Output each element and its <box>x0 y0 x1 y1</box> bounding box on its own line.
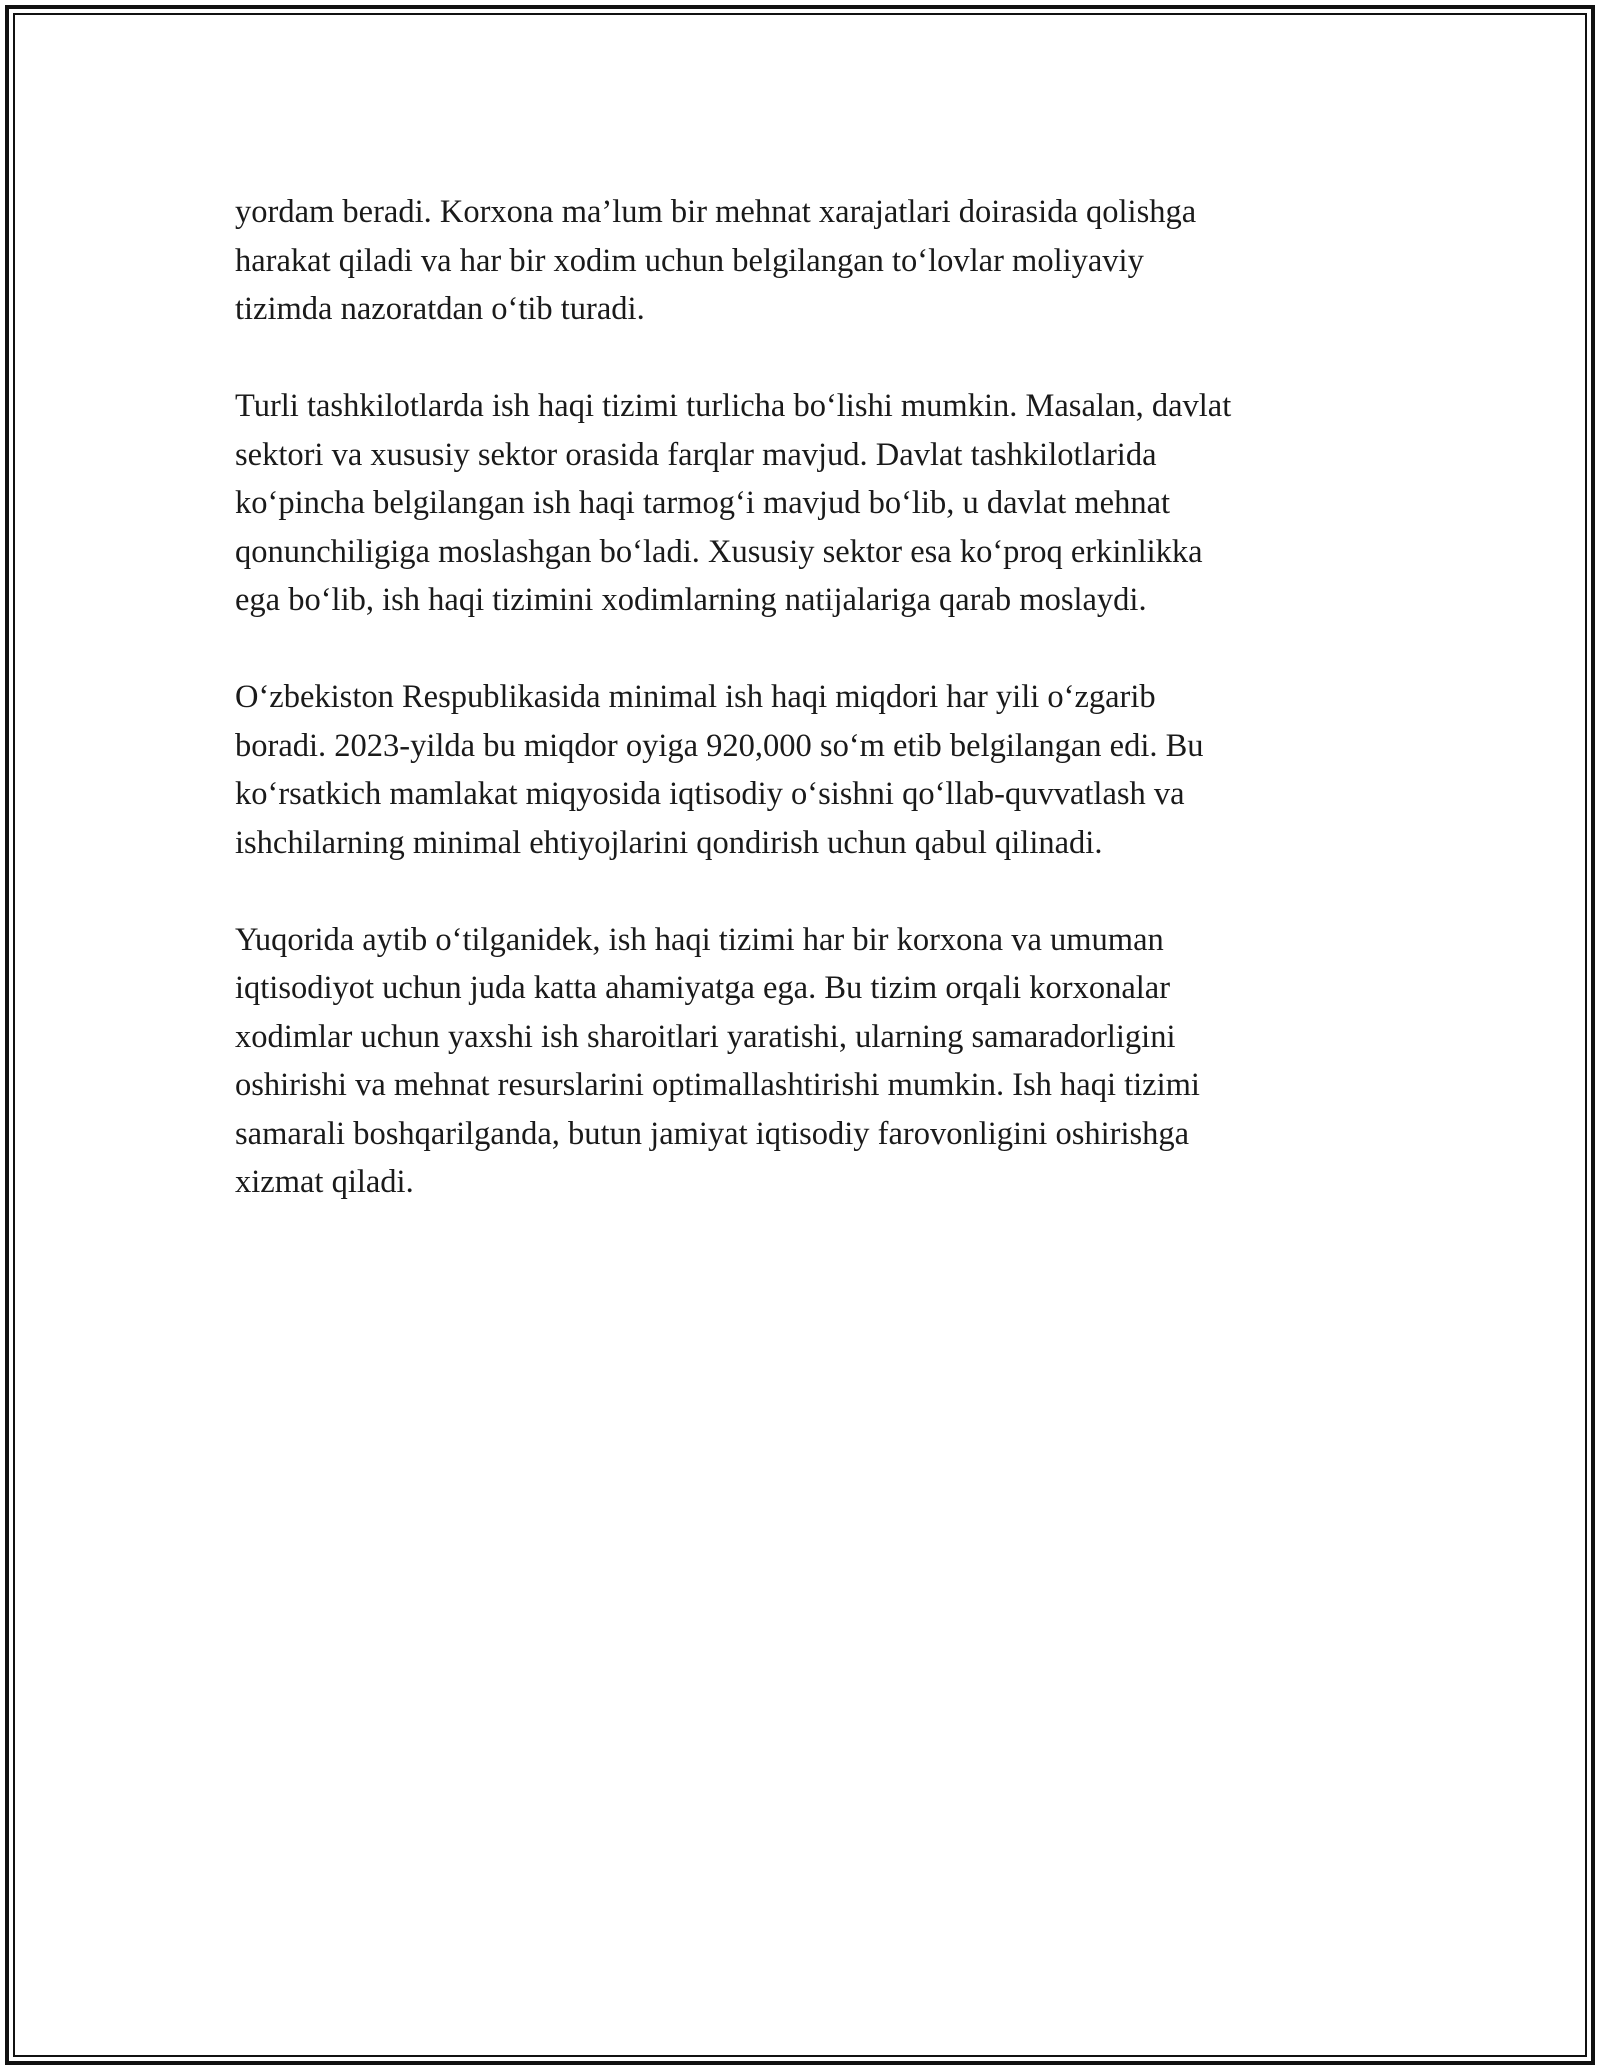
text-line: ko‘rsatkich mamlakat miqyosida iqtisodiy o‘sishni qo‘llab-quvvatlash va <box>235 776 1185 812</box>
text-line: harakat qiladi va har bir xodim uchun belgilangan to‘lovlar moliyaviy <box>235 242 1144 279</box>
paragraph-4 <box>235 916 1375 1207</box>
text-line: Turli tashkilotlarda ish haqi tizimi turlicha bo‘lishi mumkin. Masalan, davlat <box>235 388 1232 424</box>
paragraph-3 <box>235 673 1375 867</box>
text-line: ishchilarning minimal ehtiyojlarini qondirish uchun qabul qilinadi. <box>235 824 1103 861</box>
text-line: qonunchiligiga moslashgan bo‘ladi. Xususiy sektor esa ko‘proq erkinlikka <box>235 533 1203 570</box>
paragraph-2 <box>235 382 1375 625</box>
text-line: oshirishi va mehnat resurslarini optimallashtirishi mumkin. Ish haqi tizimi <box>235 1067 1200 1103</box>
document-body <box>235 188 1375 1255</box>
text-line: ega bo‘lib, ish haqi tizimini xodimlarning natijalariga qarab moslaydi. <box>235 582 1147 618</box>
text-line: Yuqorida aytib o‘tilganidek, ish haqi tizimi har bir korxona va umuman <box>235 921 1164 958</box>
text-line: iqtisodiyot uchun juda katta ahamiyatga ega. Bu tizim orqali korxonalar <box>235 970 1171 1006</box>
text-line: ko‘pincha belgilangan ish haqi tarmog‘i mavjud bo‘lib, u davlat mehnat <box>235 485 1171 521</box>
text-line: yordam beradi. Korxona ma’lum bir mehnat xarajatlari doirasida qolishga <box>235 194 1197 230</box>
text-line: xizmat qiladi. <box>235 1164 414 1200</box>
text-line: boradi. 2023-yilda bu miqdor oyiga 920,000 so‘m etib belgilangan edi. Bu <box>235 727 1204 764</box>
text-line: tizimda nazoratdan o‘tib turadi. <box>235 291 645 327</box>
paragraph-1 <box>235 188 1375 334</box>
text-line: sektori va xususiy sektor orasida farqlar mavjud. Davlat tashkilotlarida <box>235 436 1157 473</box>
text-line: O‘zbekiston Respublikasida minimal ish haqi miqdori har yili o‘zgarib <box>235 679 1156 715</box>
text-line: samarali boshqarilganda, butun jamiyat iqtisodiy farovonligini oshirishga <box>235 1115 1190 1152</box>
text-line: xodimlar uchun yaxshi ish sharoitlari yaratishi, ularning samaradorligini <box>235 1018 1176 1055</box>
